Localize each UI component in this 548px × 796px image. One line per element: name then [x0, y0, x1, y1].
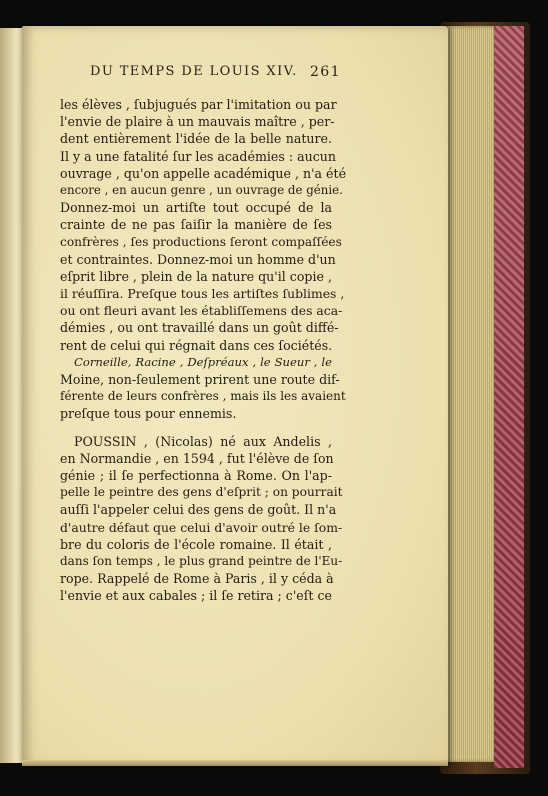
text-line: rent de celui qui régnait dans ces ſociétés. [60, 337, 333, 353]
text-line: bre du coloris de l'école romaine. Il était , [60, 536, 332, 552]
text-line: et contraintes. Donnez-moi un homme d'un [60, 251, 336, 267]
text-line: il réuſſira. Preſque tous les artiſtes ſublimes , [60, 286, 345, 302]
text-line: les élèves , ſubjugués par l'imitation ou par [60, 97, 337, 112]
text-line: confrères , ſes productions ſeront compaſſées [60, 234, 342, 249]
running-head [90, 64, 341, 84]
text-line: l'envie et aux cabales ; il ſe retira ; c'eſt ce [60, 588, 332, 604]
body-text [60, 96, 347, 604]
text-line: encore , en aucun genre , un ouvrage de génie. [60, 182, 343, 197]
text-line: Il y a une fatalité ſur les académies : aucun [60, 148, 336, 164]
text-line: ou ont fleuri avant les établiſſemens des aca- [60, 303, 343, 319]
text-line: ouvrage , qu'on appelle académique , n'a été [60, 165, 347, 181]
text-line: génie ; il ſe perfectionna à Rome. On l'ap- [60, 467, 332, 483]
text-line: d'autre défaut que celui d'avoir outré le ſom- [60, 519, 343, 535]
text-line: pelle le peintre des gens d'eſprit ; on pourrait [60, 485, 343, 500]
page-number: 261 [310, 64, 341, 80]
running-head-title: DU TEMPS DE LOUIS XIV. [90, 64, 298, 79]
marbled-cover-edge [494, 26, 524, 768]
text-line: en Normandie , en 1594 , fut l'élève de ſon [60, 450, 334, 466]
text-line: Corneille, Racine , Deſpréaux , le Sueur , le [74, 354, 332, 369]
text-line: preſque tous pour ennemis. [60, 406, 237, 422]
text-line: férente de leurs confrères , mais ils les avaient [60, 389, 346, 404]
text-line: dent entièrement l'idée de la belle nature. [60, 131, 332, 147]
text-line: auſſi l'appeler celui des gens de goût. Il n'a [60, 502, 337, 518]
text-line: rope. Rappelé de Rome à Paris , il y céda à [60, 571, 334, 587]
page-bottom-edge [22, 760, 448, 766]
text-line: crainte de ne pas ſaiſir la manière de ſes [60, 217, 332, 233]
text-line: eſprit libre , plein de la nature qu'il copie , [60, 268, 332, 284]
text-line: POUSSIN , (Nicolas) né aux Andelis , [74, 433, 332, 449]
page-block-edges [444, 26, 494, 762]
text-line: Moine, non-ſeulement prirent une route dif- [60, 372, 340, 387]
text-line: Donnez-moi un artiſte tout occupé de la [60, 200, 332, 216]
text-line: démies , ou ont travaillé dans un goût diffé- [60, 320, 339, 336]
text-line: l'envie de plaire à un mauvais maître , per- [60, 114, 335, 130]
text-line: dans ſon temps , le plus grand peintre de l'Eu- [60, 553, 343, 568]
